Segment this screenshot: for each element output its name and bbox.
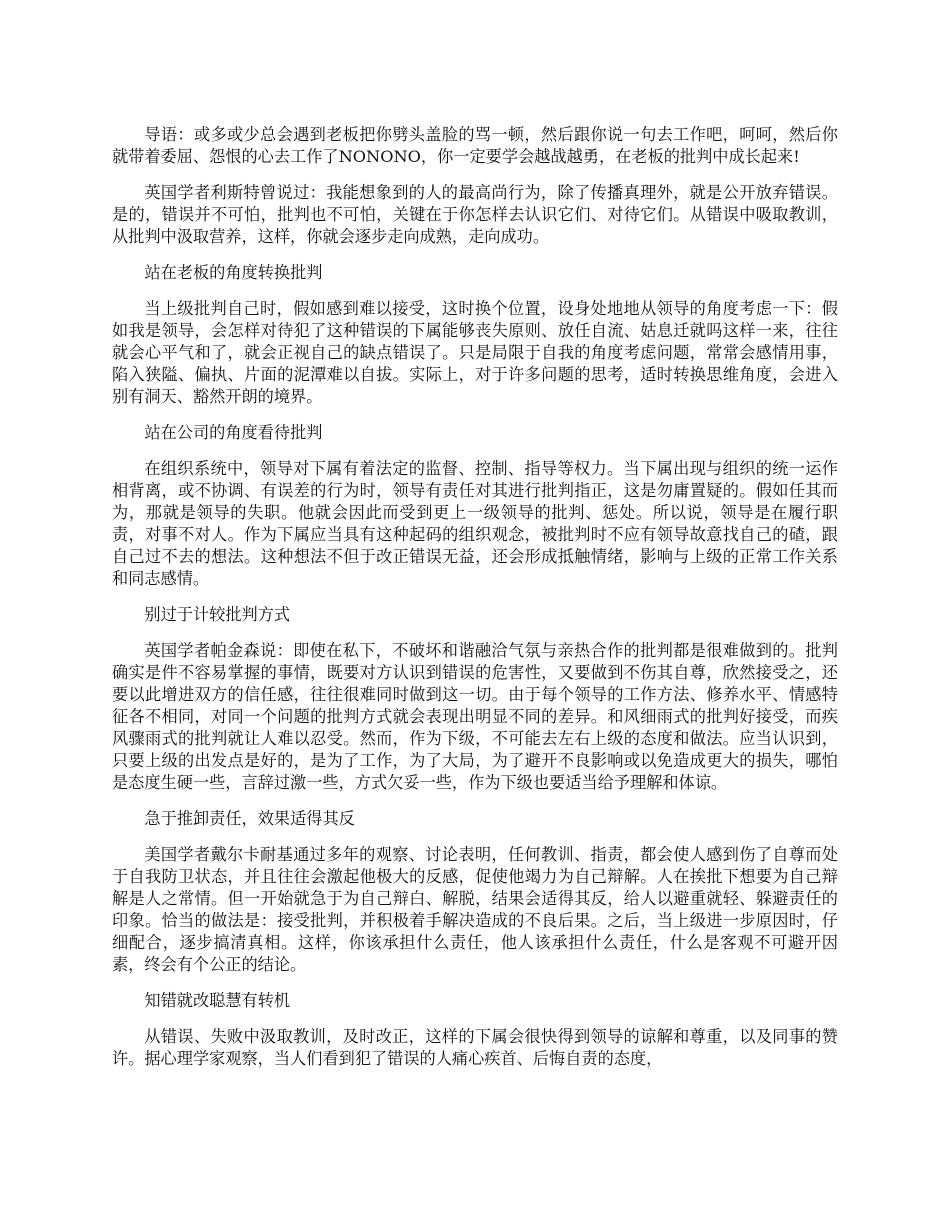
intro-paragraph: 导语：或多或少总会遇到老板把你劈头盖脸的骂一顿，然后跟你说一句去工作吧，呵呵，然后你就带着委屈、怨恨的心去工作了NONONO，你一定要学会越战越勇，在老板的批判中成长起来! bbox=[112, 125, 838, 166]
body-paragraph: 在组织系统中，领导对下属有着法定的监督、控制、指导等权力。当下属出现与组织的统一运作相背离，或不协调、有误差的行为时，领导有责任对其进行批判指正，这是勿庸置疑的。假如任其而为，那就是领导的失职。他就会因此而受到更上一级领导的批判、惩处。所以说，领导是在履行职责，对事不对人。作为下属应当具有这种起码的组织观念，被批判时不应有领导故意找自己的碴，跟自己过不去的想法。这种想法不但于改正错误无益，还会形成抵触情绪，影响与上级的正常工作关系和同志感情。 bbox=[112, 459, 838, 588]
body-paragraph: 英国学者帕金森说：即使在私下，不破坏和谐融洽气氛与亲热合作的批判都是很难做到的。批判确实是件不容易掌握的事情，既要对方认识到错误的危害性，又要做到不伤其自尊，欣然接受之，还要以此增进双方的信任感，往往很难同时做到这一切。由于每个领导的工作方法、修养水平、情感特征各不相同，对同一个问题的批判方式就会表现出明显不同的差异。和风细雨式的批判好接受，而疾风骤雨式的批判就让人难以忍受。然而，作为下级，不可能去左右上级的态度和做法。应当认识到，只要上级的出发点是好的，是为了工作，为了大局，为了避开不良影响或以免造成更大的损失，哪怕是态度生硬一些，言辞过激一些，方式欠妥一些，作为下级也要适当给予理解和体谅。 bbox=[112, 641, 838, 792]
body-paragraph: 英国学者利斯特曾说过：我能想象到的人的最高尚行为，除了传播真理外，就是公开放弃错误。是的，错误并不可怕，批判也不可怕，关键在于你怎样去认识它们、对待它们。从错误中吸取教训，从批判中汲取营养，这样，你就会逐步走向成熟，走向成功。 bbox=[112, 183, 838, 246]
body-paragraph: 当上级批判自己时，假如感到难以接受，这时换个位置，设身处地地从领导的角度考虑一下：假如我是领导，会怎样对待犯了这种错误的下属能够丧失原则、放任自流、姑息迁就吗这样一来，往往就会心平气和了，就会正视自己的缺点错误了。只是局限于自我的角度考虑问题，常常会感情用事，陷入狭隘、偏执、片面的泥潭难以自拔。实际上，对于许多问题的思考，适时转换思维角度，会进入别有洞天、豁然开朗的境界。 bbox=[112, 299, 838, 406]
document-page bbox=[112, 124, 838, 1084]
body-paragraph: 从错误、失败中汲取教训，及时改正，这样的下属会很快得到领导的谅解和尊重，以及同事的赞许。据心理学家观察，当人们看到犯了错误的人痛心疾首、后悔自责的态度， bbox=[112, 1027, 838, 1068]
section-heading: 站在公司的角度看待批判 bbox=[144, 423, 323, 442]
body-paragraph: 美国学者戴尔卡耐基通过多年的观察、讨论表明，任何教训、指责，都会使人感到伤了自尊而处于自我防卫状态，并且往往会激起他极大的反感，促使他竭力为自己辩解。人在挨批下想要为自己辩解是人之常情。但一开始就急于为自己辩白、解脱，结果会适得其反，给人以避重就轻、躲避责任的印象。恰当的做法是：接受批判，并积极着手解决造成的不良后果。之后，当上级进一步原因时，仔细配合，逐步搞清真相。这样，你该承担什么责任，他人该承担什么责任，什么是客观不可避开因素，终会有个公正的结论。 bbox=[112, 845, 838, 974]
section-heading: 急于推卸责任，效果适得其反 bbox=[144, 809, 355, 828]
section-heading: 站在老板的角度转换批判 bbox=[144, 263, 323, 282]
section-heading: 别过于计较批判方式 bbox=[144, 605, 291, 624]
section-heading: 知错就改聪慧有转机 bbox=[144, 991, 291, 1010]
